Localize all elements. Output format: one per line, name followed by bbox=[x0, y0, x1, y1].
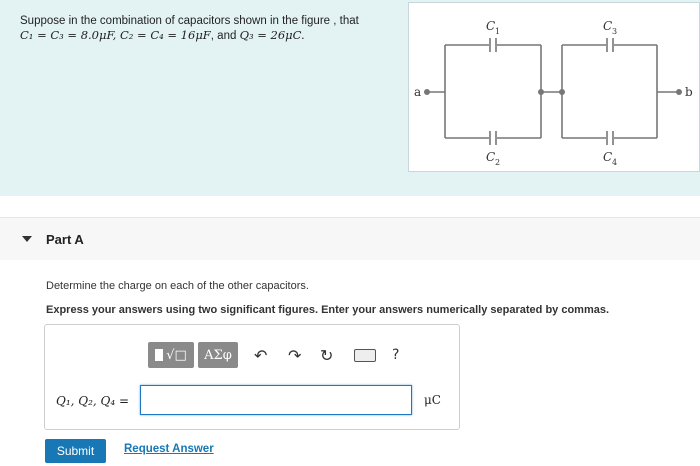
reset-icon[interactable]: ↻ bbox=[320, 346, 334, 365]
c1-label: C bbox=[486, 19, 496, 33]
c3-label: C bbox=[603, 19, 613, 33]
part-title[interactable]: Part A bbox=[46, 232, 84, 247]
c4-subscript: 4 bbox=[612, 158, 618, 167]
templates-button[interactable] bbox=[148, 342, 194, 368]
undo-icon[interactable]: ↶ bbox=[254, 346, 268, 365]
circuit-diagram bbox=[409, 3, 699, 171]
redo-icon[interactable]: ↷ bbox=[288, 346, 302, 365]
keyboard-icon[interactable] bbox=[354, 349, 376, 362]
answer-unit: μC bbox=[424, 393, 441, 407]
terminal-a-label: a bbox=[414, 85, 422, 99]
statement-line-1: Suppose in the combination of capacitors shown in the figure , that bbox=[20, 15, 359, 27]
terminal-a-dot bbox=[424, 89, 430, 95]
question-text: Determine the charge on each of the other capacitors. bbox=[46, 280, 309, 292]
statement-line-2 bbox=[20, 28, 359, 43]
answer-input[interactable] bbox=[140, 385, 412, 415]
templates-label: √□ bbox=[166, 347, 187, 363]
terminal-b-dot bbox=[676, 89, 682, 95]
terminal-b-label: b bbox=[685, 85, 693, 99]
junction-right-dot bbox=[559, 89, 565, 95]
statement-math-charge: Q₃ = 26μC. bbox=[239, 28, 305, 42]
junction-left-dot bbox=[538, 89, 544, 95]
c4-label: C bbox=[603, 150, 613, 164]
problem-panel bbox=[0, 0, 700, 196]
template-box-icon bbox=[155, 349, 163, 361]
submit-button[interactable]: Submit bbox=[45, 439, 106, 463]
c3-subscript: 3 bbox=[612, 27, 618, 36]
statement-math-capacitances: C₁ = C₃ = 8.0μF, C₂ = C₄ = 16μF bbox=[20, 28, 211, 42]
instructions-text: Express your answers using two significant figures. Enter your answers numerically separated by commas. bbox=[46, 304, 610, 316]
part-header[interactable] bbox=[0, 218, 700, 260]
c1-subscript: 1 bbox=[495, 27, 501, 36]
c2-subscript: 2 bbox=[495, 158, 501, 167]
c2-label: C bbox=[486, 150, 496, 164]
answer-label: Q₁, Q₂, Q₄ = bbox=[56, 394, 130, 408]
circuit-figure bbox=[408, 2, 700, 172]
help-icon[interactable]: ? bbox=[392, 347, 400, 363]
statement-connector: , and bbox=[210, 30, 240, 42]
request-answer-link[interactable]: Request Answer bbox=[124, 443, 214, 455]
symbols-button[interactable]: ΑΣφ bbox=[198, 342, 238, 368]
problem-statement bbox=[20, 14, 359, 43]
collapse-caret-icon[interactable] bbox=[22, 236, 32, 242]
